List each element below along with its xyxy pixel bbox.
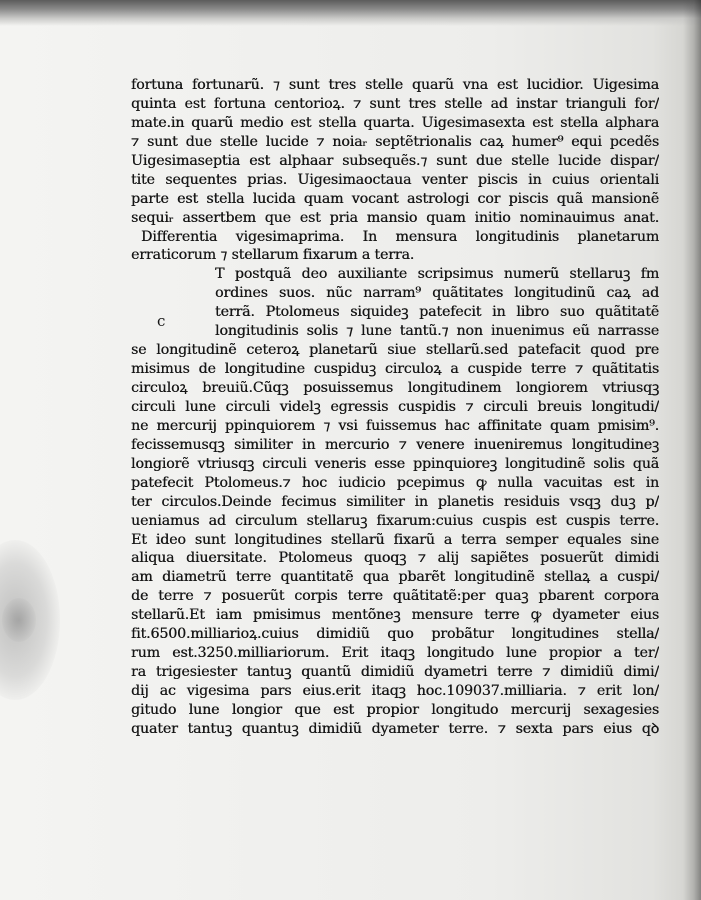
text-line: de terre ⁊ posuerũt corpis terre quãtitatẽ:per quaꝫ pbarent corpora [131, 588, 659, 605]
text-line: T postquã deo auxiliante scripsimus numerũ stellaruꝫ fm [215, 266, 659, 283]
text-line: aliqua diuersitate. Ptolomeus quoqꝫ ⁊ alij sapiẽtes posuerũt dimidi [131, 550, 659, 567]
text-line: ne mercurij ppinquiorem ⁊ vsi fuissemus hac affinitate quam pmisim⁹. [131, 417, 659, 434]
text-line: patefecit Ptolomeus.⁊ hoc iudicio pcepimus ꝙ nulla vacuitas est in [131, 474, 659, 491]
text-line: Uigesimaseptia est alphaar subsequẽs.⁊ sunt due stelle lucide dispar/ [131, 152, 659, 169]
text-line: se longitudinẽ ceteroꝝ planetarũ siue stellarũ.sed patefacit quod pre [131, 342, 659, 359]
text-line: longiorẽ vtriusqꝫ circuli veneris esse ppinquioreꝫ longitudinẽ solis quã [131, 455, 659, 472]
text-line: parte est stella lucida quam vocant astrologi cor piscis quã mansionẽ [131, 190, 659, 207]
text-line: ordines suos. nũc narram⁹ quãtitates longitudinũ caꝝ ad [215, 285, 659, 302]
text-line: stellarũ.Et iam pmisimus mentõneꝫ mensure terre ꝙ dyameter eius [131, 607, 659, 624]
margin-note: c [157, 312, 166, 330]
text-line: am diametrũ terre quantitatẽ qua pbarẽt longitudinẽ stellaꝝ a cuspi/ [131, 569, 659, 586]
text-line: quinta est fortuna centorioꝝ. ⁊ sunt tres stelle ad instar trianguli for/ [131, 95, 659, 112]
water-stain-inner [2, 598, 36, 642]
text-line: mate.in quarũ medio est stella quarta. Uigesimasexta est stella alphara [131, 114, 659, 131]
text-block [131, 76, 659, 739]
text-line: circuli lune circuli videlꝫ egressis cuspidis ⁊ circuli breuis longitudi/ [131, 398, 659, 415]
text-line: sequiᵣ assertbem que est pria mansio quam initio nominauimus anat. [131, 209, 659, 226]
text-line: longitudinis solis ⁊ lune tantũ.⁊ non inuenimus eũ narrasse [215, 323, 659, 340]
text-line: fecissemusqꝫ similiter in mercurio ⁊ venere inueniremus longitudineꝫ [131, 436, 659, 453]
text-line: fortuna fortunarũ. ⁊ sunt tres stelle quarũ vna est lucidior. Uigesima [131, 77, 659, 93]
page-top-shadow [0, 0, 701, 26]
text-line: rum est.3250.milliariorum. Erit itaqꝫ longitudo lune propior a ter/ [131, 645, 659, 662]
text-line: dij ac vigesima pars eius.erit itaqꝫ hoc.109037.milliaria. ⁊ erit lon/ [131, 683, 659, 699]
text-line: quater tantuꝫ quantuꝫ dimidiũ dyameter terre. ⁊ sexta pars eius qꝺ [131, 720, 659, 737]
text-line: misimus de longitudine cuspiduꝫ circuloꝝ a cuspide terre ⁊ quãtitatis [131, 361, 659, 378]
text-line: circuloꝝ breuiũ.Cũqꝫ posuissemus longitudinem longiorem vtriusqꝫ [131, 380, 659, 396]
section-heading-line: Differentia vigesimaprima. In mensura longitudinis planetarum [141, 228, 659, 245]
text-line: fit.6500.milliarioꝝ.cuius dimidiũ quo probãtur longitudines stella/ [131, 626, 659, 643]
page-right-shadow [683, 0, 701, 900]
text-line: terrã. Ptolomeus siquideꝫ patefecit in libro suo quãtitatẽ [215, 304, 659, 321]
text-line: ra trigesiester tantuꝫ quantũ dimidiũ dyametri terre ⁊ dimidiũ dimi/ [131, 664, 659, 681]
text-line: ⁊ sunt due stelle lucide ⁊ noiaᵣ septẽtrionalis caꝝ humer⁹ equi pcedẽs [131, 133, 659, 150]
text-line: Et ideo sunt longitudines stellarũ fixarũ a terra semper equales sine [131, 531, 659, 548]
text-line: ueniamus ad circulum stellaruꝫ fixarum:cuius cuspis est cuspis terre. [131, 512, 659, 529]
text-line: gitudo lune longior que est propior longitudo mercurij sexagesies [131, 701, 659, 718]
text-line: tite sequentes prias. Uigesimaoctaua venter piscis in cuius orientali [131, 171, 659, 188]
section-heading-line: erraticorum ⁊ stellarum fixarum a terra. [131, 247, 415, 264]
text-line: ter circulos.Deinde fecimus similiter in planetis residuis vsqꝫ duꝫ p/ [131, 493, 659, 510]
